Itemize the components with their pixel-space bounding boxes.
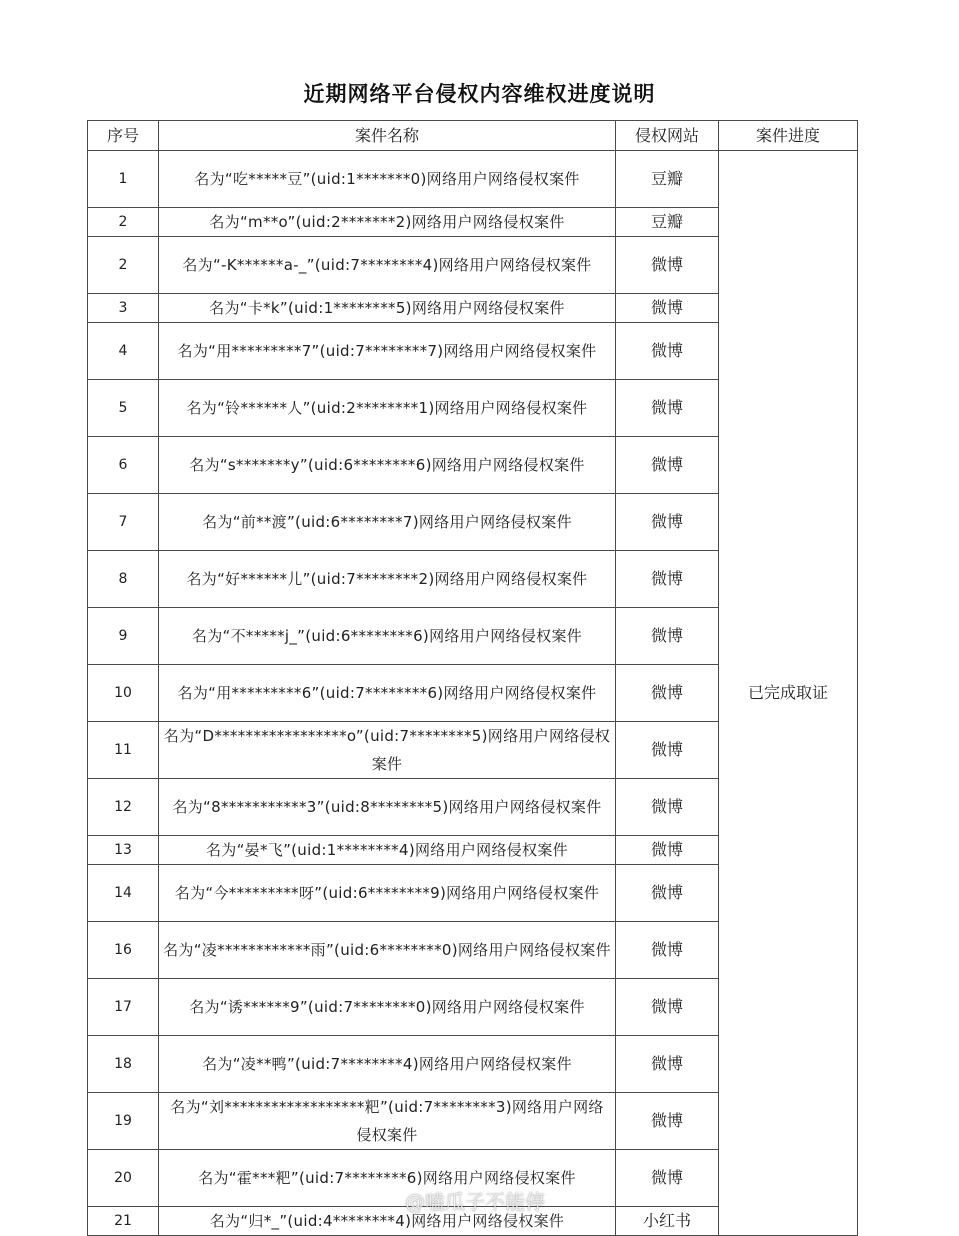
site-name: 微博 bbox=[616, 979, 719, 1036]
row-number: 7 bbox=[88, 494, 159, 551]
row-number: 18 bbox=[88, 1036, 159, 1093]
row-number: 2 bbox=[88, 208, 159, 237]
site-name: 微博 bbox=[616, 1150, 719, 1207]
case-name: 名为“霍***粑”(uid:7********6)网络用户网络侵权案件 bbox=[159, 1150, 616, 1207]
site-name: 微博 bbox=[616, 779, 719, 836]
case-progress: 已完成取证 bbox=[719, 151, 858, 1236]
row-number: 9 bbox=[88, 608, 159, 665]
row-number: 14 bbox=[88, 865, 159, 922]
case-name: 名为“不*****j_”(uid:6********6)网络用户网络侵权案件 bbox=[159, 608, 616, 665]
row-number: 3 bbox=[88, 294, 159, 323]
site-name: 小红书 bbox=[616, 1207, 719, 1236]
site-name: 微博 bbox=[616, 323, 719, 380]
site-name: 微博 bbox=[616, 922, 719, 979]
row-number: 20 bbox=[88, 1150, 159, 1207]
site-name: 微博 bbox=[616, 294, 719, 323]
cases-table bbox=[87, 120, 858, 1236]
case-name: 名为“用*********7”(uid:7********7)网络用户网络侵权案件 bbox=[159, 323, 616, 380]
case-name: 名为“8***********3”(uid:8********5)网络用户网络侵权案件 bbox=[159, 779, 616, 836]
row-number: 17 bbox=[88, 979, 159, 1036]
row-number: 21 bbox=[88, 1207, 159, 1236]
row-number: 2 bbox=[88, 237, 159, 294]
site-name: 微博 bbox=[616, 1036, 719, 1093]
case-name: 名为“D*****************o”(uid:7********5)网络用户网络侵权案件 bbox=[159, 722, 616, 779]
case-name: 名为“用*********6”(uid:7********6)网络用户网络侵权案件 bbox=[159, 665, 616, 722]
row-number: 6 bbox=[88, 437, 159, 494]
site-name: 微博 bbox=[616, 437, 719, 494]
row-number: 19 bbox=[88, 1093, 159, 1150]
row-number: 10 bbox=[88, 665, 159, 722]
case-name: 名为“晏*飞”(uid:1********4)网络用户网络侵权案件 bbox=[159, 836, 616, 865]
case-name: 名为“凌**鸭”(uid:7********4)网络用户网络侵权案件 bbox=[159, 1036, 616, 1093]
case-name: 名为“铃******人”(uid:2********1)网络用户网络侵权案件 bbox=[159, 380, 616, 437]
row-number: 12 bbox=[88, 779, 159, 836]
case-name: 名为“卡*k”(uid:1********5)网络用户网络侵权案件 bbox=[159, 294, 616, 323]
case-name: 名为“吃*****豆”(uid:1*******0)网络用户网络侵权案件 bbox=[159, 151, 616, 208]
site-name: 微博 bbox=[616, 608, 719, 665]
row-number: 5 bbox=[88, 380, 159, 437]
case-name: 名为“归*_”(uid:4********4)网络用户网络侵权案件 bbox=[159, 1207, 616, 1236]
site-name: 微博 bbox=[616, 836, 719, 865]
table-header-row bbox=[88, 121, 858, 151]
header-serial: 序号 bbox=[88, 121, 159, 151]
case-name: 名为“今*********呀”(uid:6********9)网络用户网络侵权案件 bbox=[159, 865, 616, 922]
case-name: 名为“凌************雨”(uid:6********0)网络用户网络侵权案件 bbox=[159, 922, 616, 979]
header-case-name: 案件名称 bbox=[159, 121, 616, 151]
site-name: 微博 bbox=[616, 237, 719, 294]
row-number: 16 bbox=[88, 922, 159, 979]
case-name: 名为“诱******9”(uid:7********0)网络用户网络侵权案件 bbox=[159, 979, 616, 1036]
case-name: 名为“好******儿”(uid:7********2)网络用户网络侵权案件 bbox=[159, 551, 616, 608]
header-site: 侵权网站 bbox=[616, 121, 719, 151]
site-name: 微博 bbox=[616, 1093, 719, 1150]
case-name: 名为“前**渡”(uid:6********7)网络用户网络侵权案件 bbox=[159, 494, 616, 551]
table-row bbox=[88, 151, 858, 208]
site-name: 豆瓣 bbox=[616, 151, 719, 208]
header-progress: 案件进度 bbox=[719, 121, 858, 151]
row-number: 1 bbox=[88, 151, 159, 208]
page-title: 近期网络平台侵权内容维权进度说明 bbox=[303, 82, 656, 106]
site-name: 微博 bbox=[616, 865, 719, 922]
watermark: @嗑瓜子不能停 bbox=[405, 1190, 545, 1214]
row-number: 11 bbox=[88, 722, 159, 779]
case-name: 名为“刘******************粑”(uid:7********3)网络用户网络侵权案件 bbox=[159, 1093, 616, 1150]
site-name: 微博 bbox=[616, 380, 719, 437]
site-name: 微博 bbox=[616, 551, 719, 608]
site-name: 微博 bbox=[616, 722, 719, 779]
case-name: 名为“s*******y”(uid:6********6)网络用户网络侵权案件 bbox=[159, 437, 616, 494]
row-number: 13 bbox=[88, 836, 159, 865]
site-name: 微博 bbox=[616, 665, 719, 722]
site-name: 微博 bbox=[616, 494, 719, 551]
row-number: 8 bbox=[88, 551, 159, 608]
site-name: 豆瓣 bbox=[616, 208, 719, 237]
case-name: 名为“m**o”(uid:2*******2)网络用户网络侵权案件 bbox=[159, 208, 616, 237]
case-name: 名为“-K******a-_”(uid:7********4)网络用户网络侵权案件 bbox=[159, 237, 616, 294]
row-number: 4 bbox=[88, 323, 159, 380]
